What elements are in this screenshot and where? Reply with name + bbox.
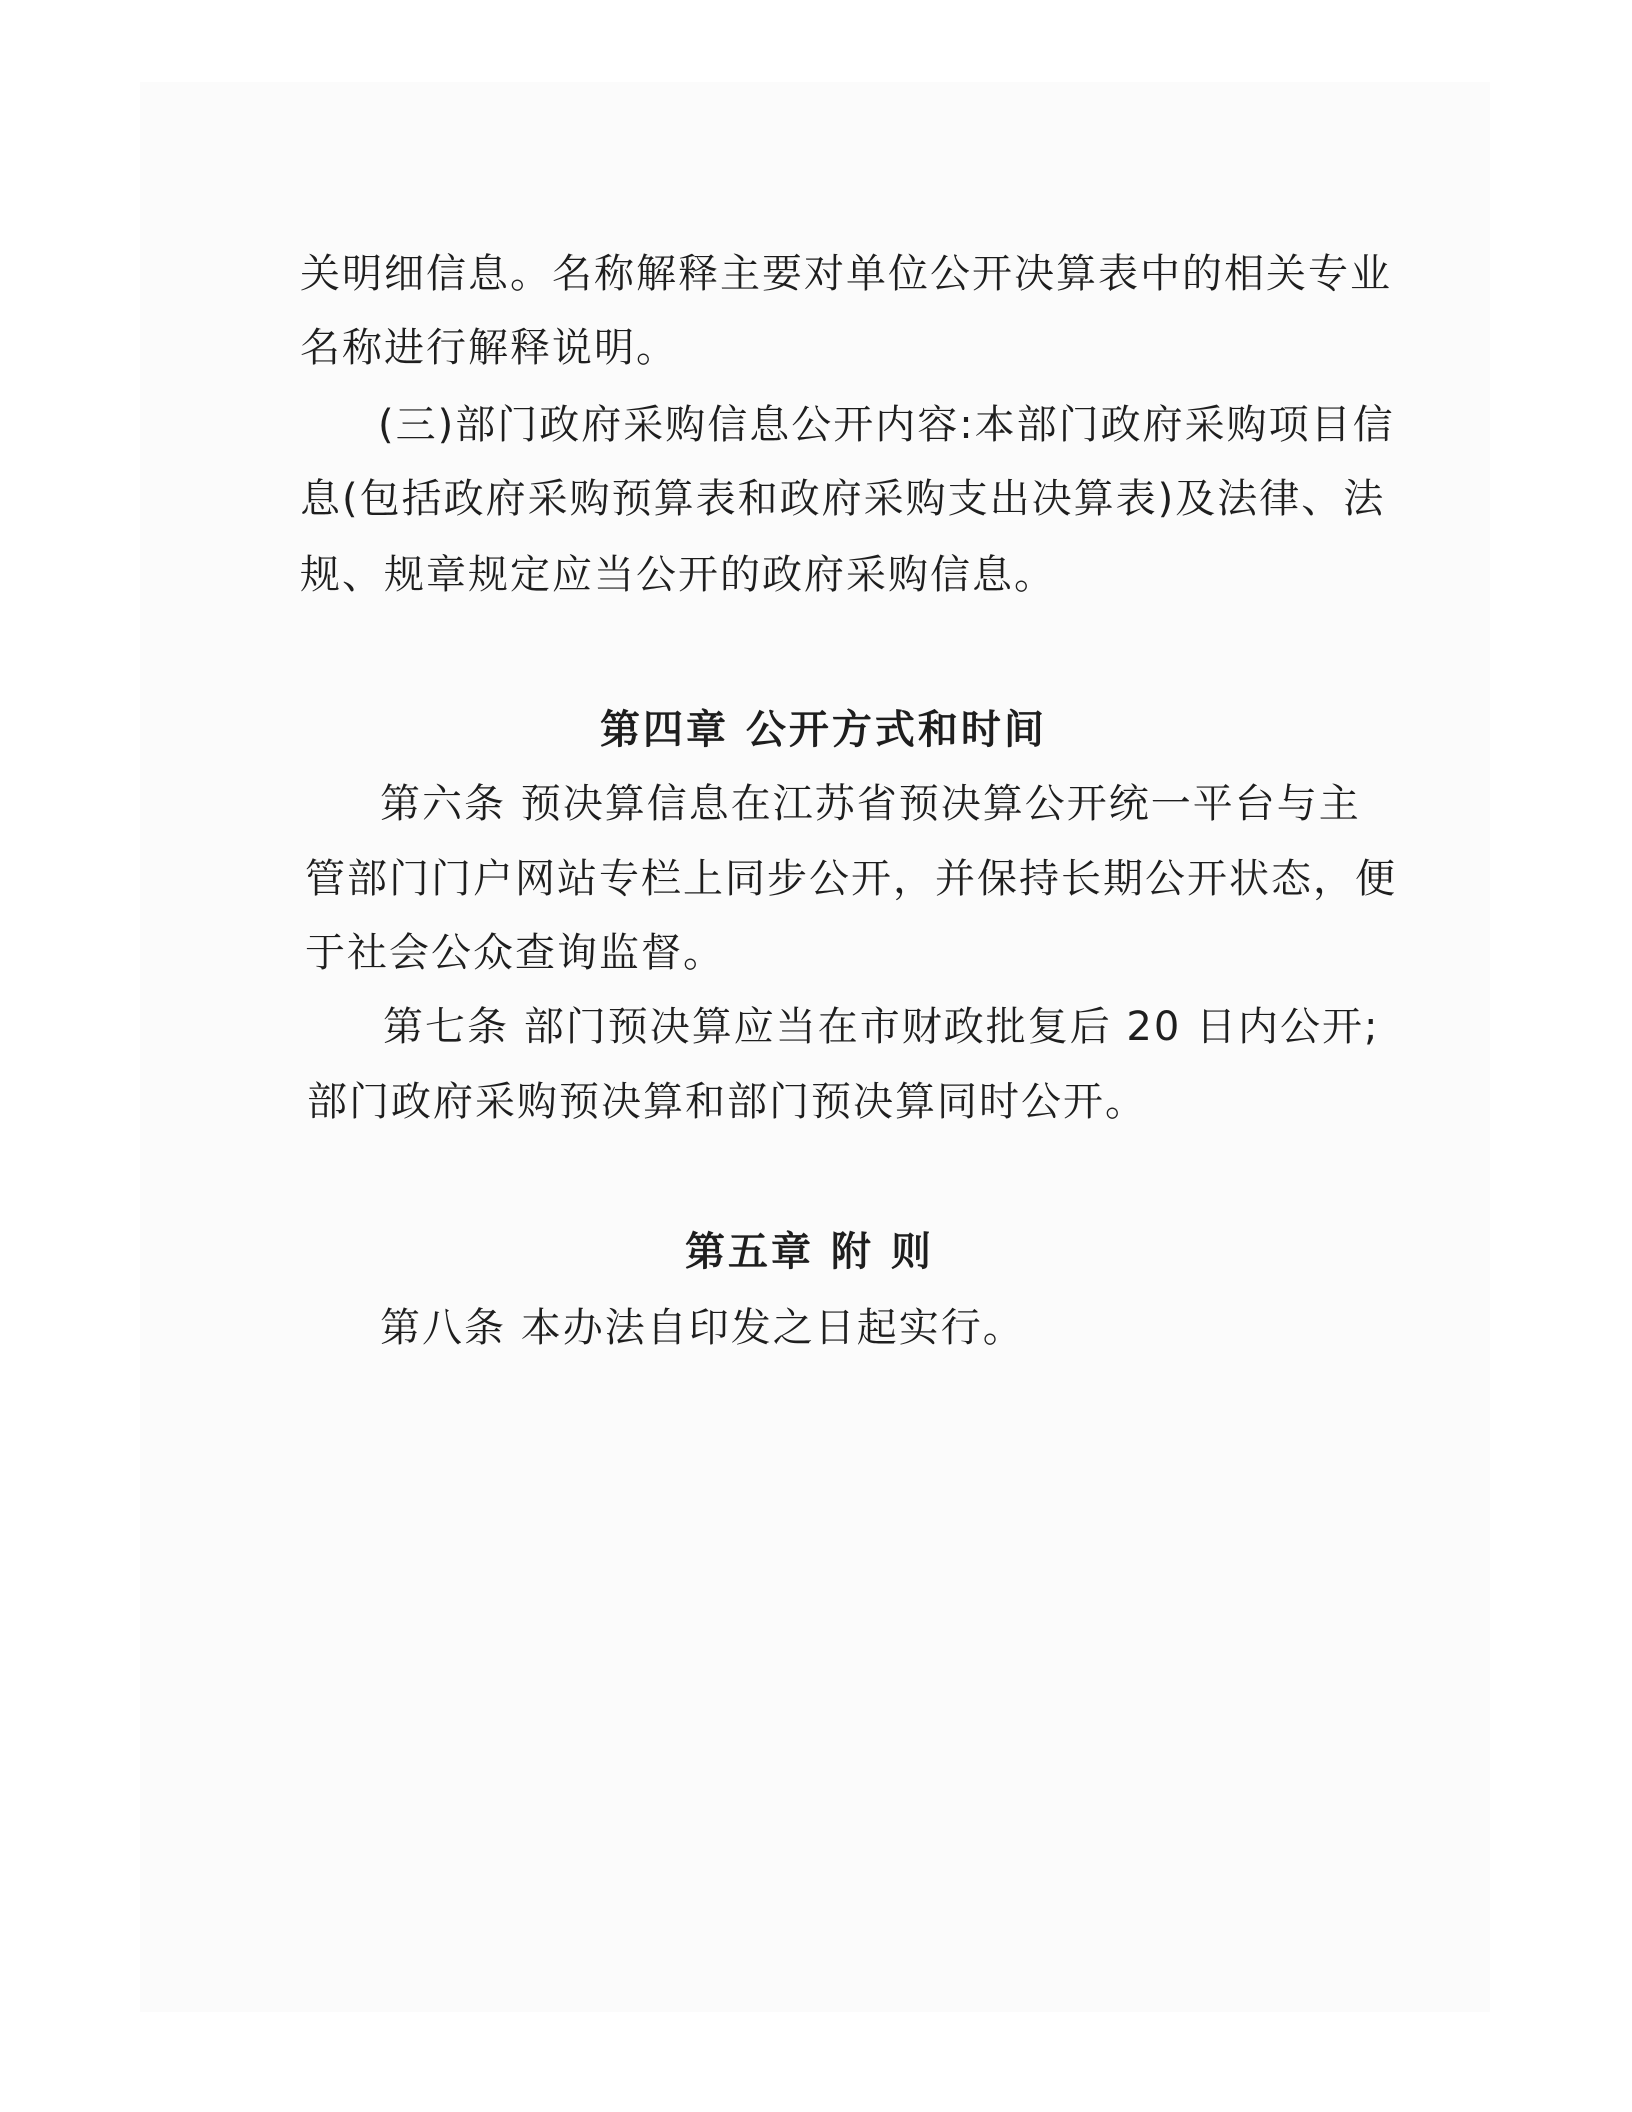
body-line: 第八条 本办法自印发之日起实行。 [380,1305,1025,1351]
body-line: 部门政府采购预决算和部门预决算同时公开。 [307,1079,1147,1125]
body-line: 第六条 预决算信息在江苏省预决算公开统一平台与主 [380,781,1361,827]
body-line: 于社会公众查询监督。 [305,930,725,976]
body-line: 名称进行解释说明。 [300,325,678,371]
body-line: 第七条 部门预决算应当在市财政批复后 20 日内公开; [383,1004,1380,1050]
chapter-heading: 第四章 公开方式和时间 [600,707,1047,753]
body-line: 规、规章规定应当公开的政府采购信息。 [300,552,1056,598]
body-line: 关明细信息。名称解释主要对单位公开决算表中的相关专业 [300,251,1392,297]
body-line: 息(包括政府采购预算表和政府采购支出决算表)及法律、法 [300,476,1386,522]
body-line: 管部门门户网站专栏上同步公开，并保持长期公开状态，便 [305,856,1397,902]
chapter-heading: 第五章 附 则 [685,1229,934,1275]
body-line: (三)部门政府采购信息公开内容:本部门政府采购项目信 [378,402,1395,448]
